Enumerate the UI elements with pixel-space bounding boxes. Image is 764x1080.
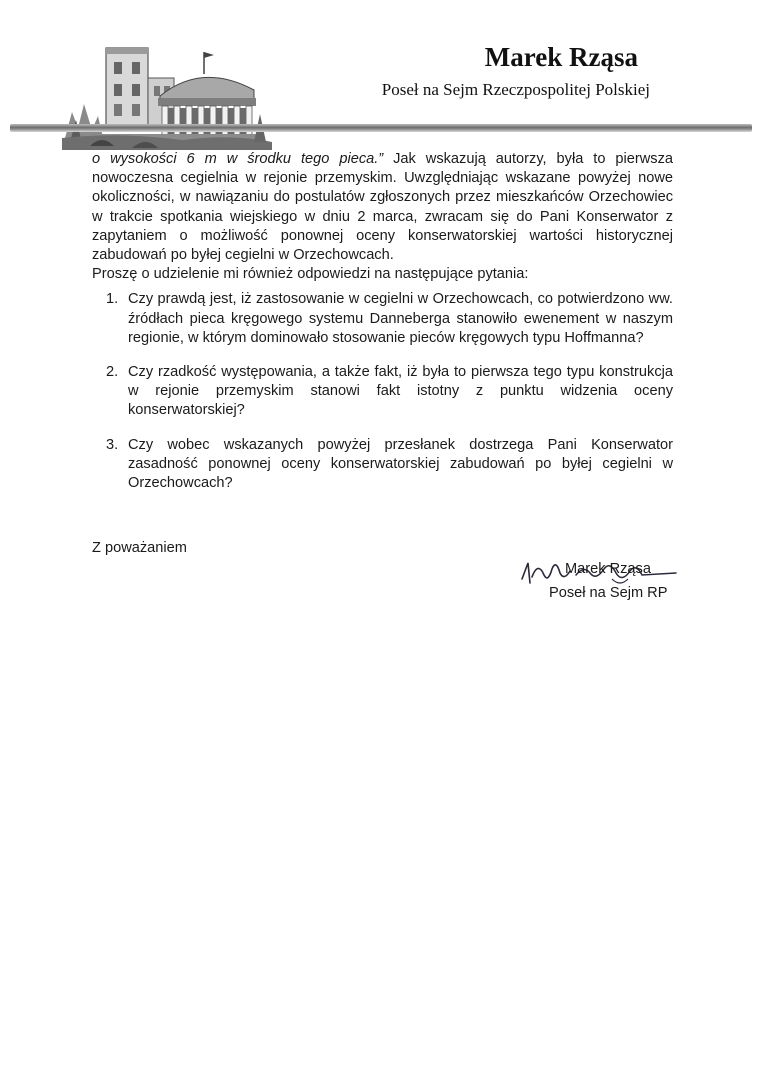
question-number: 3. — [106, 436, 119, 453]
signature-role: Poseł na Sejm RP — [549, 585, 668, 601]
question-text: Czy wobec wskazanych powyżej przesłanek dostrzega Pani Konserwator zasadność ponownej oceny konserwatorskiej zabudowań po byłej cegielni w Orzechowcach? — [128, 436, 673, 492]
question-number: 1. — [106, 291, 119, 308]
signature-name: Marek Rząsa — [565, 561, 651, 577]
letterhead-name: Marek Rząsa — [484, 42, 638, 72]
closing-salutation: Z poważaniem — [92, 540, 187, 556]
intro-paragraph — [92, 150, 673, 265]
sejm-building-icon — [62, 38, 272, 150]
list-item — [92, 290, 673, 348]
question-number: 2. — [106, 364, 119, 381]
intro-quote: o wysokości 6 m w środku tego pieca.” — [92, 151, 384, 167]
request-paragraph: Proszę o udzielenie mi również odpowiedzi na następujące pytania: — [92, 266, 529, 283]
letter-body — [92, 150, 673, 508]
question-text: Czy rzadkość występowania, a także fakt, iż była to pierwsza tego typu konstrukcja w rejonie przemyskim stanowi fakt istotny z punktu widzenia oceny konserwatorskiej? — [128, 364, 673, 419]
intro-text: Jak wskazują autorzy, była to pierwsza nowoczesna cegielnia w rejonie przemyskim. Uwzględniając wskazane powyżej nowe okoliczności, w nawiązaniu do postulatów zgłoszonych przez mieszkańców Orzechowiec w trakcie spotkania wiejskiego w dniu 2 marca, zwracam się do Pani Konserwator z zapytaniem o możliwość ponownej oceny konserwatorskiej wartości historycznej zabudowań po byłej cegielni w Orzechowcach. — [92, 151, 673, 264]
header-divider — [10, 124, 752, 132]
questions-list — [92, 290, 673, 493]
list-item — [92, 436, 673, 494]
letterhead-title: Poseł na Sejm Rzeczpospolitej Polskiej — [381, 80, 650, 99]
question-text: Czy prawdą jest, iż zastosowanie w cegielni w Orzechowcach, co potwierdzono ww. źródłach pieca kręgowego systemu Danneberga stanowiło ewenement w naszym regionie, w którym dominowało stosowanie pieców kręgowych typu Hoffmanna? — [128, 291, 673, 346]
list-item — [92, 363, 673, 421]
